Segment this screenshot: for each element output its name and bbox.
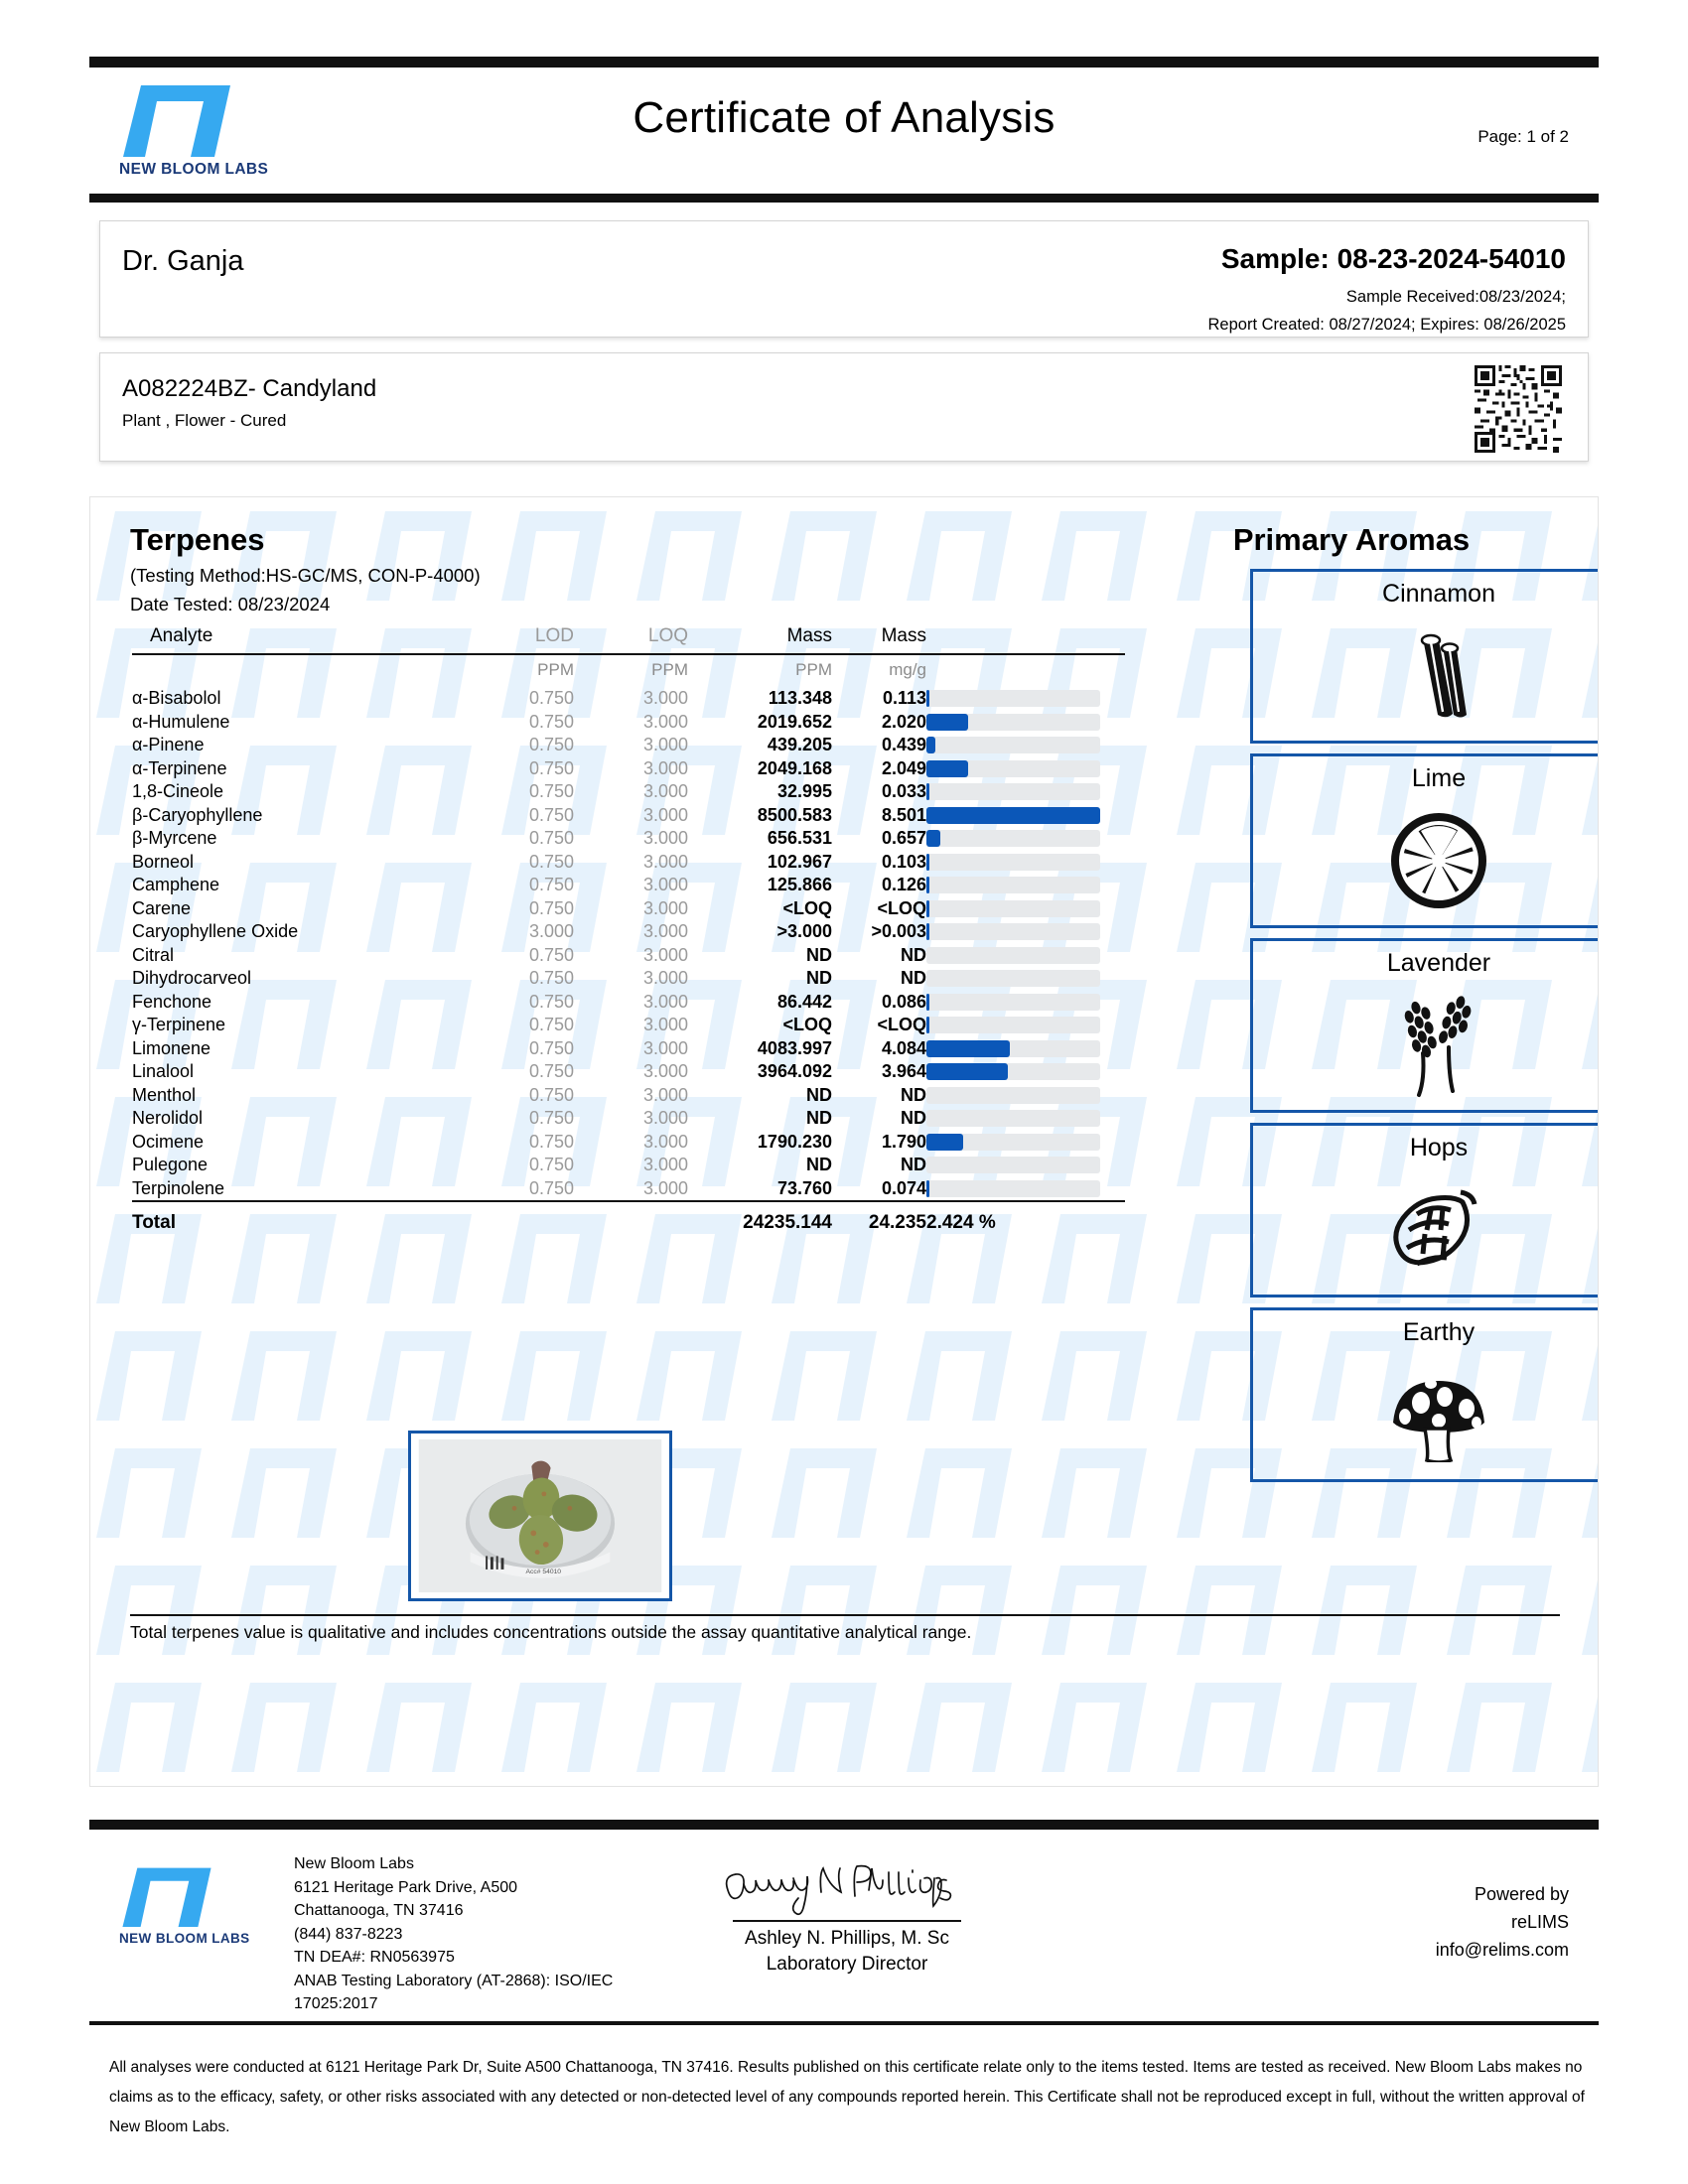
bar-track <box>926 900 1100 917</box>
bar-track <box>926 714 1100 731</box>
powered-by-block <box>1436 1880 1569 1964</box>
bar-track <box>926 830 1100 847</box>
cell-loq: 3.000 <box>642 1061 688 1081</box>
cell-bar <box>926 967 1125 991</box>
bar-fill <box>926 854 929 871</box>
table-row <box>132 874 1125 897</box>
cell-bar <box>926 1131 1125 1155</box>
table-row <box>132 757 1125 781</box>
bar-track <box>926 737 1100 753</box>
footer-rule-bottom <box>89 2021 1599 2025</box>
cell-mass-ppm: ND <box>806 1155 832 1174</box>
cell-bar <box>926 827 1125 851</box>
col-analyte: Analyte <box>132 624 460 654</box>
cell-loq: 3.000 <box>642 735 688 754</box>
table-row <box>132 920 1125 944</box>
table-row <box>132 711 1125 735</box>
cell-analyte: Carene <box>132 897 192 918</box>
cell-mass-ppm: 1790.230 <box>757 1131 832 1152</box>
cell-mass-mg: 0.086 <box>881 991 926 1012</box>
cell-mass-ppm: 102.967 <box>767 851 832 872</box>
cell-analyte: β-Caryophyllene <box>132 804 263 825</box>
table-row <box>132 804 1125 828</box>
table-row <box>132 1131 1125 1155</box>
cell-lod: 0.750 <box>528 851 574 872</box>
table-row <box>132 827 1125 851</box>
cell-bar <box>926 1060 1125 1084</box>
bar-fill <box>926 690 929 707</box>
results-panel <box>89 496 1599 1787</box>
cell-analyte: Borneol <box>132 851 195 872</box>
powered-by-email[interactable]: info@relims.com <box>1435 1940 1569 1960</box>
table-row <box>132 1084 1125 1108</box>
client-name: Dr. Ganja <box>122 245 244 277</box>
table-row <box>132 944 1125 968</box>
bar-track <box>926 1157 1100 1173</box>
signature-line <box>733 1920 961 1922</box>
bar-track <box>926 1063 1100 1080</box>
table-row <box>132 851 1125 875</box>
signature-block <box>683 1856 1011 1976</box>
cell-analyte: Ocimene <box>132 1131 205 1152</box>
cell-lod: 0.750 <box>528 688 574 708</box>
page-title: Certificate of Analysis <box>633 93 1055 142</box>
table-row <box>132 991 1125 1015</box>
sample-id: Sample: 08-23-2024-54010 <box>1220 243 1566 274</box>
cell-bar <box>926 874 1125 897</box>
cell-analyte: 1,8-Cineole <box>132 781 224 801</box>
cell-mass-mg: 1.790 <box>881 1131 926 1152</box>
bar-track <box>926 1110 1100 1127</box>
bar-fill <box>926 900 929 917</box>
col-loq: LOQ <box>574 624 688 654</box>
table-total-row <box>132 1201 1125 1239</box>
cell-lod: 0.750 <box>528 991 574 1012</box>
bar-fill <box>926 760 968 777</box>
cell-lod: 0.750 <box>528 1155 574 1174</box>
table-row <box>132 1060 1125 1084</box>
cell-mass-mg: 0.657 <box>881 828 926 848</box>
terpenes-table <box>132 624 1125 1239</box>
bar-fill <box>926 1063 1008 1080</box>
total-mass-mg: 24.235 <box>832 1201 926 1239</box>
cell-mass-mg: 0.126 <box>881 875 926 894</box>
cell-analyte: α-Terpinene <box>132 757 227 778</box>
cell-analyte: Nerolidol <box>132 1108 204 1128</box>
lab-address-line: TN DEA#: RN0563975 <box>294 1949 455 1966</box>
bar-track <box>926 1087 1100 1104</box>
brand-wordmark: NEW BLOOM LABS <box>119 161 269 178</box>
cell-loq: 3.000 <box>642 1108 688 1128</box>
header-rule-top <box>89 57 1599 68</box>
bar-track <box>926 690 1100 707</box>
table-row <box>132 897 1125 921</box>
cell-lod: 0.750 <box>528 757 574 778</box>
cell-loq: 3.000 <box>642 711 688 732</box>
cell-lod: 0.750 <box>528 1177 574 1198</box>
cell-bar <box>926 1107 1125 1131</box>
aroma-card-earthy <box>1250 1307 1599 1482</box>
unit-lod: PPM <box>537 659 574 679</box>
aroma-label: Cinnamon <box>1382 580 1495 608</box>
cell-lod: 0.750 <box>528 897 574 918</box>
cell-lod: 0.750 <box>528 1037 574 1058</box>
cell-analyte: α-Pinene <box>132 735 205 754</box>
bar-track <box>926 783 1100 800</box>
lab-address-line: Chattanooga, TN 37416 <box>294 1902 464 1919</box>
bar-track <box>926 923 1100 940</box>
cell-bar <box>926 757 1125 781</box>
cell-bar <box>926 734 1125 757</box>
aroma-card-cinnamon <box>1250 569 1599 744</box>
cell-bar <box>926 897 1125 921</box>
hops-cone-icon <box>1387 1164 1490 1295</box>
unit-loq: PPM <box>651 659 688 679</box>
cell-loq: 3.000 <box>642 1015 688 1034</box>
cell-mass-mg: ND <box>901 1084 926 1105</box>
cell-analyte: β-Myrcene <box>132 828 217 848</box>
bar-track <box>926 1134 1100 1151</box>
date-tested: Date Tested: 08/23/2024 <box>130 594 331 614</box>
cell-lod: 0.750 <box>528 1015 574 1034</box>
product-type: Plant , Flower - Cured <box>122 411 287 430</box>
disclaimer-text: All analyses were conducted at 6121 Heritage Park Dr, Suite A500 Chattanooga, TN 37416. Results published on this certificate relate only to the items tested. Items are tested as received. New Bloom Labs makes no claims as to the efficacy, safety, or other risks associated with any detected or non-detected level of any compounds reported herein. This Certificate shall not be reproduced except in full, without the written approval of New Bloom Labs. <box>109 2059 1585 2135</box>
col-bar <box>926 624 1125 654</box>
total-mass-ppm: 24235.144 <box>688 1201 832 1239</box>
cell-mass-ppm: 73.760 <box>776 1177 832 1198</box>
cell-mass-mg: 0.103 <box>881 851 926 872</box>
cell-mass-mg: 0.439 <box>881 735 926 754</box>
table-body <box>132 654 1125 1239</box>
cell-mass-ppm: ND <box>806 1084 832 1105</box>
cell-mass-ppm: 32.995 <box>776 781 832 801</box>
cell-lod: 0.750 <box>528 735 574 754</box>
bar-track <box>926 807 1100 824</box>
bar-fill <box>926 830 940 847</box>
cell-lod: 0.750 <box>528 968 574 988</box>
table-row <box>132 687 1125 711</box>
cell-bar <box>926 1177 1125 1202</box>
terpenes-table-wrap <box>132 624 1125 1239</box>
sample-photo <box>417 1439 663 1592</box>
cell-mass-mg: >0.003 <box>871 921 926 941</box>
cell-mass-mg: 0.074 <box>881 1177 926 1198</box>
aroma-list <box>1250 569 1599 1492</box>
svg-text:Acc# 54010: Acc# 54010 <box>525 1568 562 1575</box>
cell-analyte: Menthol <box>132 1084 197 1105</box>
product-name: A082224BZ- Candyland <box>122 375 377 402</box>
cell-bar <box>926 1037 1125 1061</box>
cell-mass-mg: ND <box>901 1108 926 1128</box>
cell-loq: 3.000 <box>642 1155 688 1174</box>
powered-by-product: reLIMS <box>1510 1912 1569 1932</box>
brand-logo-footer <box>119 1861 250 1946</box>
cell-mass-mg: 0.033 <box>881 781 926 801</box>
cell-mass-ppm: <LOQ <box>782 897 832 918</box>
cell-mass-ppm: ND <box>806 968 832 988</box>
cell-analyte: Citral <box>132 944 175 965</box>
cell-analyte: Pulegone <box>132 1155 209 1174</box>
citrus-slice-icon <box>1387 795 1490 925</box>
table-row <box>132 734 1125 757</box>
terpenes-note: Total terpenes value is qualitative and includes concentrations outside the assay quantitative analytical range. <box>130 1622 972 1642</box>
aroma-card-hops <box>1250 1123 1599 1297</box>
cell-analyte: α-Bisabolol <box>132 688 221 708</box>
cell-mass-mg: ND <box>901 1155 926 1174</box>
cell-lod: 0.750 <box>528 1084 574 1105</box>
signer-role: Laboratory Director <box>766 1954 928 1975</box>
lab-address-line: New Bloom Labs <box>294 1855 414 1872</box>
table-row <box>132 1014 1125 1037</box>
cell-loq: 3.000 <box>642 757 688 778</box>
cell-lod: 0.750 <box>528 804 574 825</box>
cell-loq: 3.000 <box>642 688 688 708</box>
cell-mass-ppm: 3964.092 <box>757 1061 832 1081</box>
cell-bar <box>926 851 1125 875</box>
cell-bar <box>926 944 1125 968</box>
cell-lod: 3.000 <box>528 921 574 941</box>
cell-mass-ppm: 2019.652 <box>757 711 832 732</box>
cell-analyte: Limonene <box>132 1037 211 1058</box>
bar-fill <box>926 923 929 940</box>
note-rule <box>130 1614 1560 1616</box>
bar-track <box>926 1180 1100 1197</box>
lab-address <box>294 1852 613 2016</box>
table-row <box>132 1037 1125 1061</box>
cell-lod: 0.750 <box>528 711 574 732</box>
cell-loq: 3.000 <box>642 897 688 918</box>
cell-mass-ppm: 2049.168 <box>757 757 832 778</box>
table-row <box>132 1177 1125 1202</box>
bar-fill <box>926 1017 929 1033</box>
lavender-sprigs-icon <box>1393 980 1484 1110</box>
cinnamon-sticks-icon <box>1397 611 1480 741</box>
cell-mass-ppm: 8500.583 <box>757 804 832 825</box>
client-info-panel <box>99 220 1589 338</box>
cell-loq: 3.000 <box>642 991 688 1012</box>
cell-bar <box>926 687 1125 711</box>
cell-loq: 3.000 <box>642 828 688 848</box>
cell-bar <box>926 711 1125 735</box>
unit-mass-ppm: PPM <box>795 659 832 679</box>
unit-mass-mg: mg/g <box>889 659 926 679</box>
cell-lod: 0.750 <box>528 781 574 801</box>
cell-mass-ppm: 4083.997 <box>757 1037 832 1058</box>
lab-address-line: ANAB Testing Laboratory (AT-2868): ISO/IEC <box>294 1972 614 1989</box>
cell-mass-ppm: <LOQ <box>782 1015 832 1034</box>
cell-loq: 3.000 <box>642 1131 688 1152</box>
cell-bar <box>926 1014 1125 1037</box>
table-row <box>132 1154 1125 1177</box>
table-header-row <box>132 624 1125 654</box>
cell-bar <box>926 1084 1125 1108</box>
cell-analyte: Camphene <box>132 875 220 894</box>
bar-track <box>926 970 1100 987</box>
bar-track <box>926 1017 1100 1033</box>
new-bloom-labs-mark-icon <box>119 1861 214 1927</box>
cell-mass-mg: 0.113 <box>882 688 926 708</box>
aroma-card-lime <box>1250 753 1599 928</box>
bar-track <box>926 854 1100 871</box>
cell-mass-mg: 3.964 <box>881 1061 926 1081</box>
table-row <box>132 780 1125 804</box>
aroma-label: Hops <box>1409 1134 1469 1161</box>
lab-address-line: 17025:2017 <box>294 1995 378 2012</box>
cell-mass-ppm: 439.205 <box>767 735 832 754</box>
lab-address-line: (844) 837-8223 <box>294 1925 403 1943</box>
aroma-label: Lime <box>1411 764 1467 792</box>
signature-icon <box>718 1856 976 1918</box>
aroma-label: Lavender <box>1386 949 1491 977</box>
cell-mass-mg: <LOQ <box>877 1015 926 1034</box>
cell-mass-ppm: 656.531 <box>767 828 832 848</box>
cell-bar <box>926 780 1125 804</box>
cell-mass-ppm: 125.866 <box>767 875 832 894</box>
cell-analyte: Linalool <box>132 1061 195 1081</box>
cell-bar <box>926 920 1125 944</box>
qr-code-icon[interactable] <box>1475 365 1562 453</box>
total-percent: 2.424 % <box>926 1201 1125 1239</box>
cell-lod: 0.750 <box>528 1131 574 1152</box>
cell-mass-ppm: ND <box>806 1108 832 1128</box>
cell-analyte: γ-Terpinene <box>132 1015 226 1034</box>
section-title-terpenes: Terpenes <box>130 522 265 557</box>
bar-fill <box>926 1040 1010 1057</box>
cell-analyte: Dihydrocarveol <box>132 968 252 988</box>
cell-lod: 0.750 <box>528 944 574 965</box>
total-label: Total <box>132 1201 460 1239</box>
bar-fill <box>926 1180 929 1197</box>
cell-loq: 3.000 <box>642 875 688 894</box>
cell-loq: 3.000 <box>642 1084 688 1105</box>
cell-analyte: Fenchone <box>132 991 212 1012</box>
cell-mass-mg: 4.084 <box>881 1037 926 1058</box>
sample-photo-frame <box>408 1431 672 1601</box>
cell-mass-ppm: ND <box>806 944 832 965</box>
cell-loq: 3.000 <box>642 804 688 825</box>
signer-name: Ashley N. Phillips, M. Sc <box>745 1928 949 1949</box>
cell-lod: 0.750 <box>528 875 574 894</box>
aroma-card-lavender <box>1250 938 1599 1113</box>
cell-loq: 3.000 <box>642 1037 688 1058</box>
table-row <box>132 967 1125 991</box>
cell-loq: 3.000 <box>642 781 688 801</box>
cell-mass-mg: <LOQ <box>877 897 926 918</box>
cell-loq: 3.000 <box>642 851 688 872</box>
cell-bar <box>926 1154 1125 1177</box>
sample-received-date: Sample Received:08/23/2024; <box>1345 288 1566 306</box>
col-lod: LOD <box>460 624 574 654</box>
bar-fill <box>926 807 1100 824</box>
col-mass-ppm: Mass <box>688 624 832 654</box>
powered-by-label: Powered by <box>1474 1884 1569 1904</box>
bar-track <box>926 947 1100 964</box>
cell-mass-mg: 2.049 <box>881 757 926 778</box>
cell-mass-mg: 2.020 <box>881 711 926 732</box>
page-number: Page: 1 of 2 <box>1477 127 1569 146</box>
bar-track <box>926 877 1100 893</box>
cell-mass-ppm: 86.442 <box>776 991 832 1012</box>
cell-analyte: Terpinolene <box>132 1177 225 1198</box>
cell-analyte: Caryophyllene Oxide <box>132 921 299 941</box>
aromas-title: Primary Aromas <box>1232 522 1471 557</box>
table-row <box>132 1107 1125 1131</box>
lab-address-line: 6121 Heritage Park Drive, A500 <box>294 1878 518 1896</box>
cell-mass-ppm: >3.000 <box>776 921 832 941</box>
bar-fill <box>926 994 929 1011</box>
cell-loq: 3.000 <box>642 944 688 965</box>
cell-loq: 3.000 <box>642 921 688 941</box>
cell-lod: 0.750 <box>528 1108 574 1128</box>
cell-mass-mg: ND <box>901 968 926 988</box>
bar-fill <box>926 714 968 731</box>
aroma-label: Earthy <box>1402 1318 1476 1346</box>
bar-track <box>926 994 1100 1011</box>
bar-fill <box>926 877 929 893</box>
cell-loq: 3.000 <box>642 1177 688 1198</box>
cell-loq: 3.000 <box>642 968 688 988</box>
cell-lod: 0.750 <box>528 1061 574 1081</box>
col-mass-mg: Mass <box>832 624 926 654</box>
brand-wordmark-footer: NEW BLOOM LABS <box>119 1931 250 1946</box>
report-created-date: Report Created: 08/27/2024; Expires: 08/26/2025 <box>1207 316 1566 334</box>
bar-track <box>926 1040 1100 1057</box>
cell-bar <box>926 991 1125 1015</box>
cell-analyte: α-Humulene <box>132 711 230 732</box>
bar-fill <box>926 1134 963 1151</box>
cell-lod: 0.750 <box>528 828 574 848</box>
table-units-row <box>132 654 1125 688</box>
bar-fill <box>926 737 935 753</box>
bar-fill <box>926 783 929 800</box>
header-rule-bottom <box>89 194 1599 203</box>
cell-mass-mg: 8.501 <box>881 804 926 825</box>
cell-mass-ppm: 113.348 <box>768 688 832 708</box>
product-info-panel <box>99 352 1589 462</box>
testing-method: (Testing Method:HS-GC/MS, CON-P-4000) <box>130 565 481 586</box>
cell-bar <box>926 804 1125 828</box>
bar-track <box>926 760 1100 777</box>
footer-rule-top <box>89 1820 1599 1830</box>
cell-mass-mg: ND <box>901 944 926 965</box>
mushroom-icon <box>1383 1349 1494 1479</box>
